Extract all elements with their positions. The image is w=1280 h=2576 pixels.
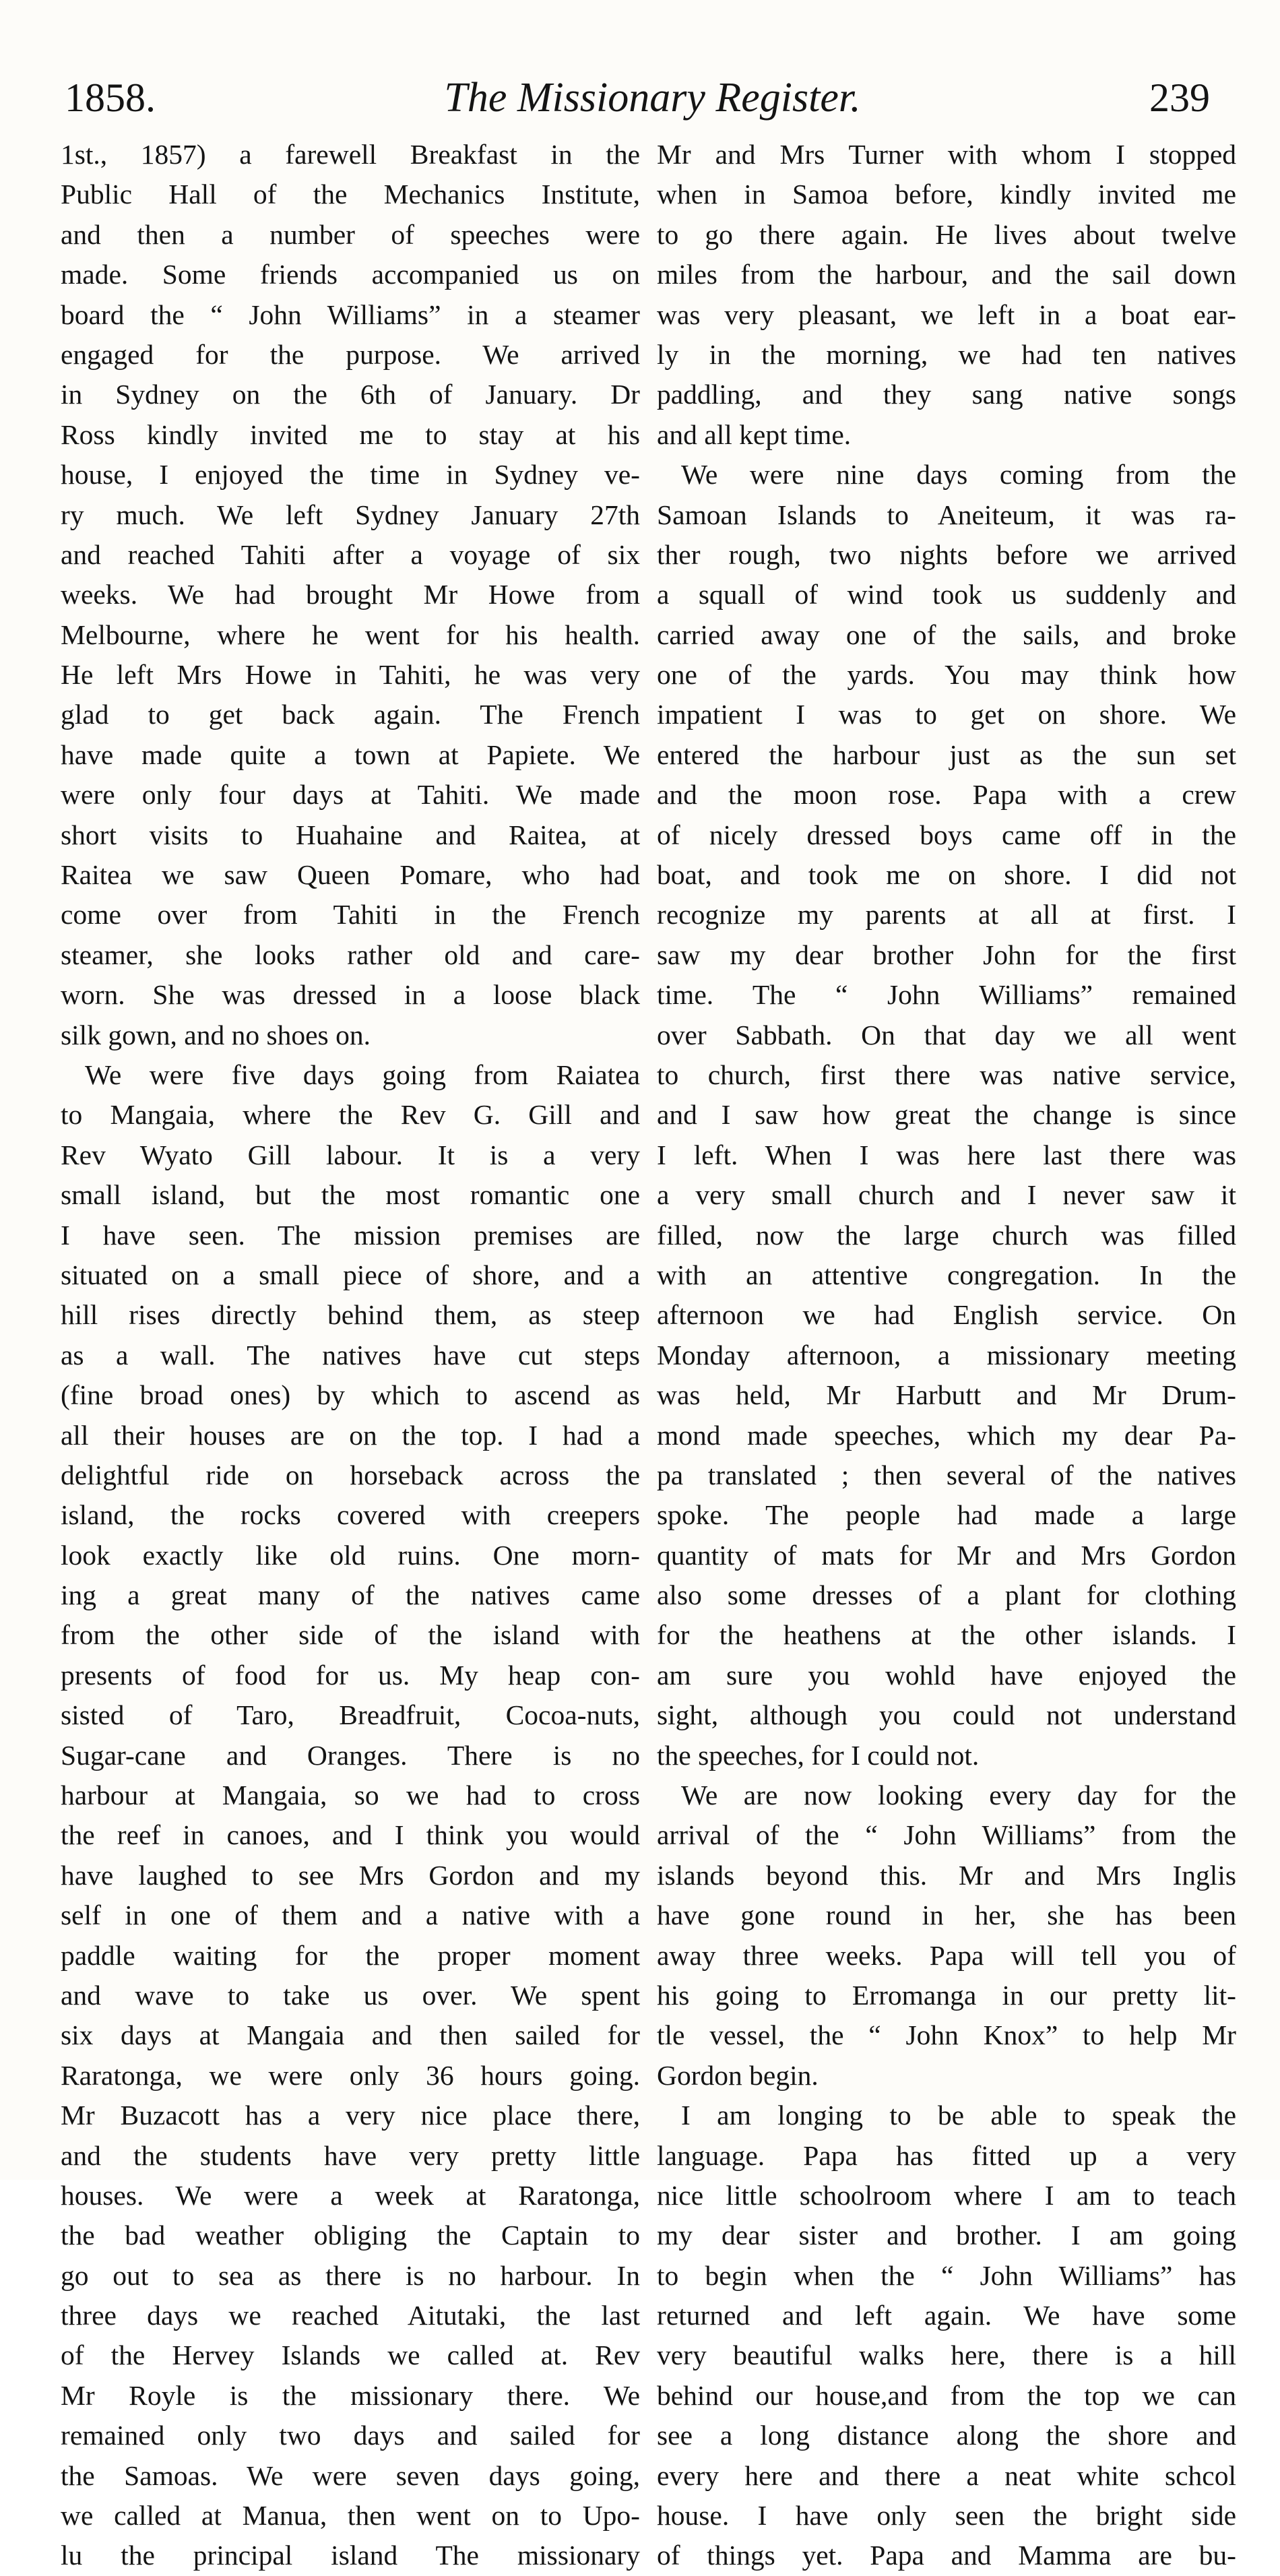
text-line: a squall of wind took us suddenly and: [657, 579, 1236, 610]
text-line: board the “ John Williams” in a steamer: [61, 299, 640, 330]
text-line: the speeches, for I could not.: [657, 1739, 980, 1771]
text-line: filled, now the large church was filled: [657, 1219, 1236, 1251]
text-line: worn. She was dressed in a loose black: [61, 979, 640, 1011]
text-line: Raratonga, we were only 36 hours going.: [61, 2059, 640, 2091]
text-line: of things yet. Papa and Mamma are bu-: [657, 2540, 1236, 2571]
text-line: afternoon we had English service. On: [657, 1299, 1236, 1331]
text-line: ry much. We left Sydney January 27th: [61, 499, 640, 530]
text-line: nice little schoolroom where I am to teach: [657, 2179, 1236, 2211]
text-line: paddle waiting for the proper moment: [61, 1939, 640, 1971]
header-year: 1858.: [65, 75, 156, 120]
text-line: see a long distance along the shore and: [657, 2420, 1236, 2451]
text-line: We were five days going from Raiatea: [85, 1059, 640, 1090]
text-line: silk gown, and no shoes on.: [61, 1019, 371, 1050]
text-line: house. I have only seen the bright side: [657, 2500, 1236, 2532]
text-line: time. The “ John Williams” remained: [657, 979, 1236, 1011]
text-line: to church, first there was native service,: [657, 1059, 1236, 1090]
text-line: and the moon rose. Papa with a crew: [657, 779, 1236, 811]
text-line: house, I enjoyed the time in Sydney ve-: [61, 459, 640, 491]
text-line: one of the yards. You may think how: [657, 659, 1236, 691]
text-line: recognize my parents at all at first. I: [657, 899, 1236, 931]
text-line: Public Hall of the Mechanics Institute,: [61, 179, 640, 210]
text-line: we called at Manua, then went on to Upo-: [61, 2500, 640, 2532]
text-line: his going to Erromanga in our pretty lit-: [657, 1979, 1236, 2011]
text-line: every here and there a neat white schcol: [657, 2459, 1236, 2491]
text-line: have made quite a town at Papiete. We: [61, 739, 640, 770]
text-line: was held, Mr Harbutt and Mr Drum-: [657, 1379, 1236, 1411]
text-line: and reached Tahiti after a voyage of six: [61, 538, 640, 570]
text-line: made. Some friends accompanied us on: [61, 259, 640, 290]
text-line: Ross kindly invited me to stay at his: [61, 418, 640, 450]
text-line: harbour at Mangaia, so we had to cross: [61, 1780, 640, 1811]
text-line: presents of food for us. My heap con-: [61, 1659, 640, 1691]
text-line: six days at Mangaia and then sailed for: [61, 2019, 640, 2051]
text-line: behind our house,and from the top we can: [657, 2379, 1236, 2411]
text-line: glad to get back again. The French: [61, 699, 640, 730]
text-line: Raitea we saw Queen Pomare, who had: [61, 859, 640, 891]
text-line: come over from Tahiti in the French: [61, 899, 640, 931]
text-line: island, the rocks covered with creepers: [61, 1499, 640, 1531]
text-line: over Sabbath. On that day we all went: [657, 1019, 1236, 1050]
text-line: have gone round in her, she has been: [657, 1899, 1236, 1931]
text-line: miles from the harbour, and the sail down: [657, 259, 1236, 290]
text-line: He left Mrs Howe in Tahiti, he was very: [61, 659, 640, 691]
text-line: paddling, and they sang native songs: [657, 379, 1236, 410]
running-header: [65, 67, 1210, 128]
text-line: to begin when the “ John Williams” has: [657, 2259, 1236, 2291]
text-line: delightful ride on horseback across the: [61, 1459, 640, 1490]
text-line: Melbourne, where he went for his health.: [61, 619, 640, 650]
text-line: Monday afternoon, a missionary meeting: [657, 1339, 1236, 1371]
text-line: houses. We were a week at Raratonga,: [61, 2179, 640, 2211]
text-line: hill rises directly behind them, as steep: [61, 1299, 640, 1331]
text-line: 1st., 1857) a farewell Breakfast in the: [61, 139, 640, 170]
text-line: look exactly like old ruins. One morn-: [61, 1539, 640, 1571]
text-line: very beautiful walks here, there is a hill: [657, 2339, 1236, 2371]
text-line: self in one of them and a native with a: [61, 1899, 640, 1931]
text-line: to Mangaia, where the Rev G. Gill and: [61, 1099, 640, 1131]
text-line: Rev Wyato Gill labour. It is a very: [61, 1139, 640, 1170]
journal-title: The Missionary Register.: [444, 75, 861, 121]
text-line: of nicely dressed boys came off in the: [657, 819, 1236, 850]
text-line: and I saw how great the change is since: [657, 1099, 1236, 1131]
text-line: Samoan Islands to Aneiteum, it was ra-: [657, 499, 1236, 530]
text-line: mond made speeches, which my dear Pa-: [657, 1419, 1236, 1451]
text-line: sisted of Taro, Breadfruit, Cocoa-nuts,: [61, 1699, 640, 1731]
text-line: entered the harbour just as the sun set: [657, 739, 1236, 770]
text-line: language. Papa has fitted up a very: [657, 2139, 1236, 2171]
text-line: Mr and Mrs Turner with whom I stopped: [657, 139, 1236, 170]
text-line: ther rough, two nights before we arrived: [657, 538, 1236, 570]
text-line: weeks. We had brought Mr Howe from: [61, 579, 640, 610]
text-line: short visits to Huahaine and Raitea, at: [61, 819, 640, 850]
text-line: We are now looking every day for the: [681, 1780, 1236, 1811]
text-line: a very small church and I never saw it: [657, 1179, 1236, 1211]
text-line: Gordon begin.: [657, 2059, 819, 2091]
text-line: am sure you wohld have enjoyed the: [657, 1659, 1236, 1691]
text-line: arrival of the “ John Williams” from the: [657, 1819, 1236, 1851]
text-line: and the students have very pretty little: [61, 2139, 640, 2171]
text-line: also some dresses of a plant for clothing: [657, 1579, 1236, 1611]
text-line: the reef in canoes, and I think you would: [61, 1819, 640, 1851]
text-line: boat, and took me on shore. I did not: [657, 859, 1236, 891]
text-line: sight, although you could not understand: [657, 1699, 1236, 1731]
text-line: have laughed to see Mrs Gordon and my: [61, 1859, 640, 1891]
text-line: ly in the morning, we had ten natives: [657, 338, 1236, 370]
text-line: for the heathens at the other islands. I: [657, 1619, 1236, 1651]
text-line: Sugar-cane and Oranges. There is no: [61, 1739, 640, 1771]
text-line: away three weeks. Papa will tell you of: [657, 1939, 1236, 1971]
text-line: ing a great many of the natives came: [61, 1579, 640, 1611]
page-number: 239: [1149, 75, 1210, 120]
text-line: lu the principal island The missionary: [61, 2540, 640, 2571]
text-line: the Samoas. We were seven days going,: [61, 2459, 640, 2491]
text-line: impatient I was to get on shore. We: [657, 699, 1236, 730]
text-line: and wave to take us over. We spent: [61, 1979, 640, 2011]
text-line: in Sydney on the 6th of January. Dr: [61, 379, 640, 410]
text-line: and then a number of speeches were: [61, 218, 640, 250]
text-line: engaged for the purpose. We arrived: [61, 338, 640, 370]
text-line: with an attentive congregation. In the: [657, 1259, 1236, 1290]
text-line: my dear sister and brother. I am going: [657, 2220, 1236, 2251]
text-line: steamer, she looks rather old and care-: [61, 939, 640, 970]
text-line: carried away one of the sails, and broke: [657, 619, 1236, 650]
text-line: pa translated ; then several of the natives: [657, 1459, 1236, 1490]
text-line: tle vessel, the “ John Knox” to help Mr: [657, 2019, 1236, 2051]
text-line: We were nine days coming from the: [681, 459, 1236, 491]
text-line: go out to sea as there is no harbour. In: [61, 2259, 640, 2291]
text-line: of the Hervey Islands we called at. Rev: [61, 2339, 640, 2371]
left-text-column: [61, 135, 640, 2576]
text-line: all their houses are on the top. I had a: [61, 1419, 640, 1451]
text-line: (fine broad ones) by which to ascend as: [61, 1379, 640, 1411]
text-line: the bad weather obliging the Captain to: [61, 2220, 640, 2251]
text-line: Mr Royle is the missionary there. We: [61, 2379, 640, 2411]
text-line: I have seen. The mission premises are: [61, 1219, 640, 1251]
text-line: I am longing to be able to speak the: [681, 2100, 1236, 2131]
text-line: Mr Buzacott has a very nice place there,: [61, 2100, 640, 2131]
text-line: I left. When I was here last there was: [657, 1139, 1236, 1170]
text-line: quantity of mats for Mr and Mrs Gordon: [657, 1539, 1236, 1571]
text-line: islands beyond this. Mr and Mrs Inglis: [657, 1859, 1236, 1891]
text-line: and all kept time.: [657, 418, 852, 450]
text-line: saw my dear brother John for the first: [657, 939, 1236, 970]
right-text-column: [657, 135, 1236, 2576]
text-line: returned and left again. We have some: [657, 2300, 1236, 2331]
text-line: were only four days at Tahiti. We made: [61, 779, 640, 811]
text-line: when in Samoa before, kindly invited me: [657, 179, 1236, 210]
text-line: as a wall. The natives have cut steps: [61, 1339, 640, 1371]
text-line: to go there again. He lives about twelve: [657, 218, 1236, 250]
text-line: remained only two days and sailed for: [61, 2420, 640, 2451]
text-line: small island, but the most romantic one: [61, 1179, 640, 1211]
text-line: spoke. The people had made a large: [657, 1499, 1236, 1531]
text-line: from the other side of the island with: [61, 1619, 640, 1651]
text-line: situated on a small piece of shore, and a: [61, 1259, 640, 1290]
text-line: three days we reached Aitutaki, the last: [61, 2300, 640, 2331]
text-line: was very pleasant, we left in a boat ear-: [657, 299, 1236, 330]
